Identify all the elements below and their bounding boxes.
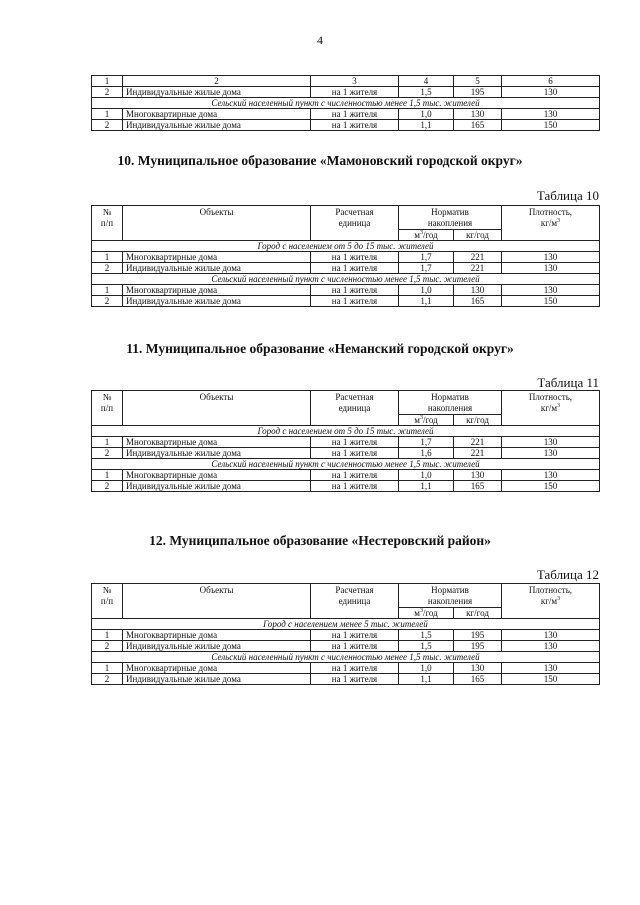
header-norm: Норматив накопления	[399, 391, 502, 415]
density-cell: 130	[502, 630, 600, 641]
object-name-cell: Индивидуальные жилые дома	[123, 296, 311, 307]
norm-m3-cell: 1,0	[399, 663, 454, 674]
header-unit: Расчетная единица	[311, 206, 399, 241]
header-density: Плотность, $кг/м^3$	[502, 206, 600, 241]
table-row	[92, 630, 600, 641]
density-cell: 150	[502, 481, 600, 492]
header-row	[92, 584, 600, 608]
section-title: 10. Муниципальное образование «Мамоновский городской округ»	[117, 153, 523, 168]
header-density: Плотность, $кг/м^3$	[502, 584, 600, 619]
table-row	[92, 285, 600, 296]
row-number-cell: 1	[92, 109, 123, 120]
norm-kg-cell: 195	[454, 87, 502, 98]
norm-m3-cell: 1,5	[399, 87, 454, 98]
norm-kg-cell: 165	[454, 674, 502, 685]
header-norm: Норматив накопления	[399, 206, 502, 230]
group-row	[92, 652, 600, 663]
header-unit: Расчетная единица	[311, 391, 399, 426]
object-name-cell: Многоквартирные дома	[123, 470, 311, 481]
unit-cell: на 1 жителя	[311, 87, 399, 98]
density-cell: 150	[502, 296, 600, 307]
norm-m3-cell: 1,7	[399, 437, 454, 448]
object-name-cell: Многоквартирные дома	[123, 663, 311, 674]
group-row	[92, 274, 600, 285]
object-name-cell: Индивидуальные жилые дома	[123, 641, 311, 652]
header-m3: $м^3$/год	[399, 230, 454, 241]
header-number: № п/п	[92, 584, 123, 619]
density-cell: 130	[502, 87, 600, 98]
object-name-cell: Индивидуальные жилые дома	[123, 263, 311, 274]
row-number-cell: 2	[92, 674, 123, 685]
header-row	[92, 391, 600, 415]
norm-kg-cell: 165	[454, 296, 502, 307]
data-table	[91, 583, 600, 685]
column-number: 4	[399, 76, 454, 87]
norm-kg-cell: 221	[454, 263, 502, 274]
row-number-cell: 1	[92, 630, 123, 641]
header-unit: Расчетная единица	[311, 584, 399, 619]
norm-kg-cell: 165	[454, 481, 502, 492]
density-cell: 130	[502, 109, 600, 120]
unit-cell: на 1 жителя	[311, 109, 399, 120]
page-number: 4	[317, 33, 323, 47]
unit-cell: на 1 жителя	[311, 296, 399, 307]
table-caption: Таблица 12	[536, 567, 599, 582]
header-m3: $м^3$/год	[399, 415, 454, 426]
density-cell: 130	[502, 252, 600, 263]
row-number-cell: 2	[92, 641, 123, 652]
table-row	[92, 296, 600, 307]
unit-cell: на 1 жителя	[311, 663, 399, 674]
table-row	[92, 263, 600, 274]
group-heading: Сельский населенный пункт с численностью менее 1,5 тыс. жителей	[92, 652, 600, 663]
header-density: Плотность, $кг/м^3$	[502, 391, 600, 426]
table-row	[92, 481, 600, 492]
column-number: 6	[502, 76, 600, 87]
density-cell: 130	[502, 448, 600, 459]
row-number-cell: 2	[92, 120, 123, 131]
header-number: № п/п	[92, 391, 123, 426]
object-name-cell: Индивидуальные жилые дома	[123, 674, 311, 685]
norm-m3-cell: 1,1	[399, 296, 454, 307]
column-number: 1	[92, 76, 123, 87]
norm-m3-cell: 1,1	[399, 674, 454, 685]
header-norm: Норматив накопления	[399, 584, 502, 608]
norm-kg-cell: 130	[454, 470, 502, 481]
object-name-cell: Индивидуальные жилые дома	[123, 448, 311, 459]
column-number: 2	[123, 76, 311, 87]
unit-cell: на 1 жителя	[311, 470, 399, 481]
row-number-cell: 2	[92, 87, 123, 98]
header-kg: кг/год	[454, 230, 502, 241]
group-row	[92, 619, 600, 630]
group-heading: Сельский населенный пункт с численностью менее 1,5 тыс. жителей	[92, 459, 600, 470]
norm-kg-cell: 221	[454, 252, 502, 263]
table-row	[92, 448, 600, 459]
norm-kg-cell: 130	[454, 109, 502, 120]
group-heading: Город с населением менее 5 тыс. жителей	[92, 619, 600, 630]
table-row	[92, 437, 600, 448]
density-cell: 130	[502, 263, 600, 274]
row-number-cell: 2	[92, 448, 123, 459]
density-cell: 150	[502, 120, 600, 131]
object-name-cell: Индивидуальные жилые дома	[123, 87, 311, 98]
row-number-cell: 2	[92, 296, 123, 307]
row-number-cell: 1	[92, 252, 123, 263]
density-cell: 130	[502, 663, 600, 674]
column-number-row	[92, 76, 600, 87]
group-heading: Город с населением от 5 до 15 тыс. жителей	[92, 426, 600, 437]
column-number: 3	[311, 76, 399, 87]
norm-kg-cell: 130	[454, 285, 502, 296]
norm-m3-cell: 1,0	[399, 285, 454, 296]
unit-cell: на 1 жителя	[311, 252, 399, 263]
norm-m3-cell: 1,5	[399, 630, 454, 641]
object-name-cell: Индивидуальные жилые дома	[123, 481, 311, 492]
object-name-cell: Многоквартирные дома	[123, 109, 311, 120]
table-row	[92, 674, 600, 685]
header-number: № п/п	[92, 206, 123, 241]
density-cell: 130	[502, 285, 600, 296]
table-caption: Таблица 10	[536, 188, 599, 203]
norm-kg-cell: 130	[454, 663, 502, 674]
continuation-body	[92, 87, 600, 131]
norm-m3-cell: 1,0	[399, 470, 454, 481]
header-objects: Объекты	[123, 584, 311, 619]
norm-m3-cell: 1,7	[399, 263, 454, 274]
norm-m3-cell: 1,1	[399, 481, 454, 492]
unit-cell: на 1 жителя	[311, 448, 399, 459]
table-row	[92, 470, 600, 481]
data-table	[91, 390, 600, 492]
header-kg: кг/год	[454, 608, 502, 619]
unit-cell: на 1 жителя	[311, 674, 399, 685]
unit-cell: на 1 жителя	[311, 263, 399, 274]
row-number-cell: 1	[92, 663, 123, 674]
norm-kg-cell: 221	[454, 437, 502, 448]
unit-cell: на 1 жителя	[311, 641, 399, 652]
table-row	[92, 252, 600, 263]
group-row	[92, 241, 600, 252]
data-table	[91, 205, 600, 307]
table-row	[92, 120, 600, 131]
row-number-cell: 2	[92, 263, 123, 274]
unit-cell: на 1 жителя	[311, 120, 399, 131]
table-row	[92, 87, 600, 98]
section-title: 12. Муниципальное образование «Нестеровский район»	[149, 533, 491, 548]
header-m3: $м^3$/год	[399, 608, 454, 619]
table-caption: Таблица 11	[537, 375, 599, 390]
object-name-cell: Многоквартирные дома	[123, 437, 311, 448]
header-objects: Объекты	[123, 391, 311, 426]
norm-m3-cell: 1,6	[399, 448, 454, 459]
object-name-cell: Многоквартирные дома	[123, 252, 311, 263]
table-row	[92, 109, 600, 120]
header-kg: кг/год	[454, 415, 502, 426]
unit-cell: на 1 жителя	[311, 285, 399, 296]
row-number-cell: 1	[92, 285, 123, 296]
density-cell: 130	[502, 437, 600, 448]
norm-m3-cell: 1,1	[399, 120, 454, 131]
row-number-cell: 1	[92, 437, 123, 448]
group-row	[92, 459, 600, 470]
header-row	[92, 206, 600, 230]
norm-m3-cell: 1,7	[399, 252, 454, 263]
row-number-cell: 1	[92, 470, 123, 481]
norm-m3-cell: 1,0	[399, 109, 454, 120]
unit-cell: на 1 жителя	[311, 481, 399, 492]
row-number-cell: 2	[92, 481, 123, 492]
norm-kg-cell: 195	[454, 630, 502, 641]
object-name-cell: Индивидуальные жилые дома	[123, 120, 311, 131]
column-number: 5	[454, 76, 502, 87]
table-row	[92, 663, 600, 674]
object-name-cell: Многоквартирные дома	[123, 630, 311, 641]
group-heading: Сельский населенный пункт с численностью менее 1,5 тыс. жителей	[92, 274, 600, 285]
density-cell: 130	[502, 641, 600, 652]
object-name-cell: Многоквартирные дома	[123, 285, 311, 296]
section-title: 11. Муниципальное образование «Неманский городской округ»	[126, 341, 514, 356]
group-row	[92, 98, 600, 109]
norm-kg-cell: 195	[454, 641, 502, 652]
group-heading: Город с населением от 5 до 15 тыс. жителей	[92, 241, 600, 252]
group-row	[92, 426, 600, 437]
norm-kg-cell: 165	[454, 120, 502, 131]
table-row	[92, 641, 600, 652]
group-heading: Сельский населенный пункт с численностью менее 1,5 тыс. жителей	[92, 98, 600, 109]
unit-cell: на 1 жителя	[311, 437, 399, 448]
norm-m3-cell: 1,5	[399, 641, 454, 652]
unit-cell: на 1 жителя	[311, 630, 399, 641]
header-objects: Объекты	[123, 206, 311, 241]
density-cell: 130	[502, 470, 600, 481]
density-cell: 150	[502, 674, 600, 685]
continuation-table	[91, 75, 600, 131]
norm-kg-cell: 221	[454, 448, 502, 459]
